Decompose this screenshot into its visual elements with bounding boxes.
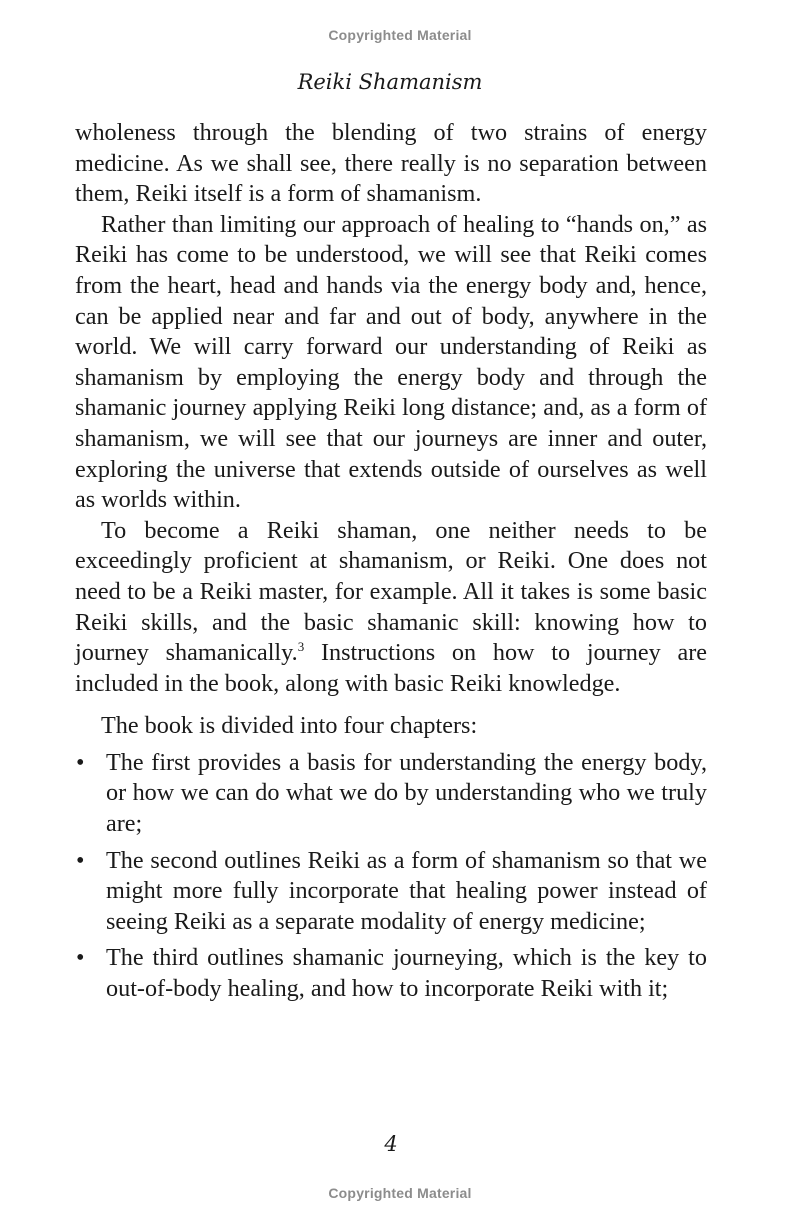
paragraph: Rather than limiting our approach of healing to “hands on,” as Reiki has come to be understood, we will see that Reiki comes from the heart, head and hands via the energy body and, hence, can be applied near and far and out of body, anywhere in the world. We will carry forward our understanding of Reiki as shamanism by employing the energy body and through the shamanic journey applying Reiki long distance; and, as a form of shamanism, we will see that our journeys are inner and outer, exploring the universe that extends outside of ourselves as well as worlds within. (75, 210, 707, 514)
copyright-watermark-bottom: Copyrighted Material (328, 1185, 472, 1201)
list-item (75, 846, 707, 938)
copyright-watermark-top: Copyrighted Material (328, 27, 472, 43)
body-text (75, 118, 707, 1011)
list-item-text: The third outlines shamanic journeying, which is the key to out-of-body healing, and how to incorporate Reiki with it; (106, 944, 707, 1003)
bullet-icon: • (76, 846, 85, 874)
paragraph-text: Instructions on how to journey are included in the book, along with basic Reiki knowledge. (75, 639, 707, 697)
chapter-list (75, 748, 707, 1005)
bullet-icon: • (76, 748, 85, 776)
paragraph-continued: wholeness through the blending of two strains of energy medicine. As we shall see, there really is no separation between them, Reiki itself is a form of shamanism. (75, 119, 707, 208)
running-head: Reiki Shamanism (297, 70, 483, 94)
page-number: 4 (384, 1132, 398, 1156)
bullet-icon: • (76, 944, 85, 972)
list-item-text: The first provides a basis for understanding the energy body, or how we can do what we do by understanding who we truly are; (106, 748, 707, 838)
list-item (75, 943, 707, 1004)
list-intro: The book is divided into four chapters: (101, 712, 478, 740)
paragraph (75, 516, 707, 700)
list-item-text: The second outlines Reiki as a form of shamanism so that we might more fully incorporate that healing power instead of seeing Reiki as a separate modality of energy medicine; (106, 846, 707, 935)
footnote-marker[interactable]: 3 (297, 639, 305, 655)
paragraph-text: To become a Reiki shaman, one neither needs to be exceedingly proficient at shamanism, or Reiki. One does not need to be a Reiki master, for example. All it takes is some basic Reiki skills, and the basic shamanic skill: knowing how to journey shamanically. (75, 516, 707, 667)
list-item (75, 748, 707, 840)
